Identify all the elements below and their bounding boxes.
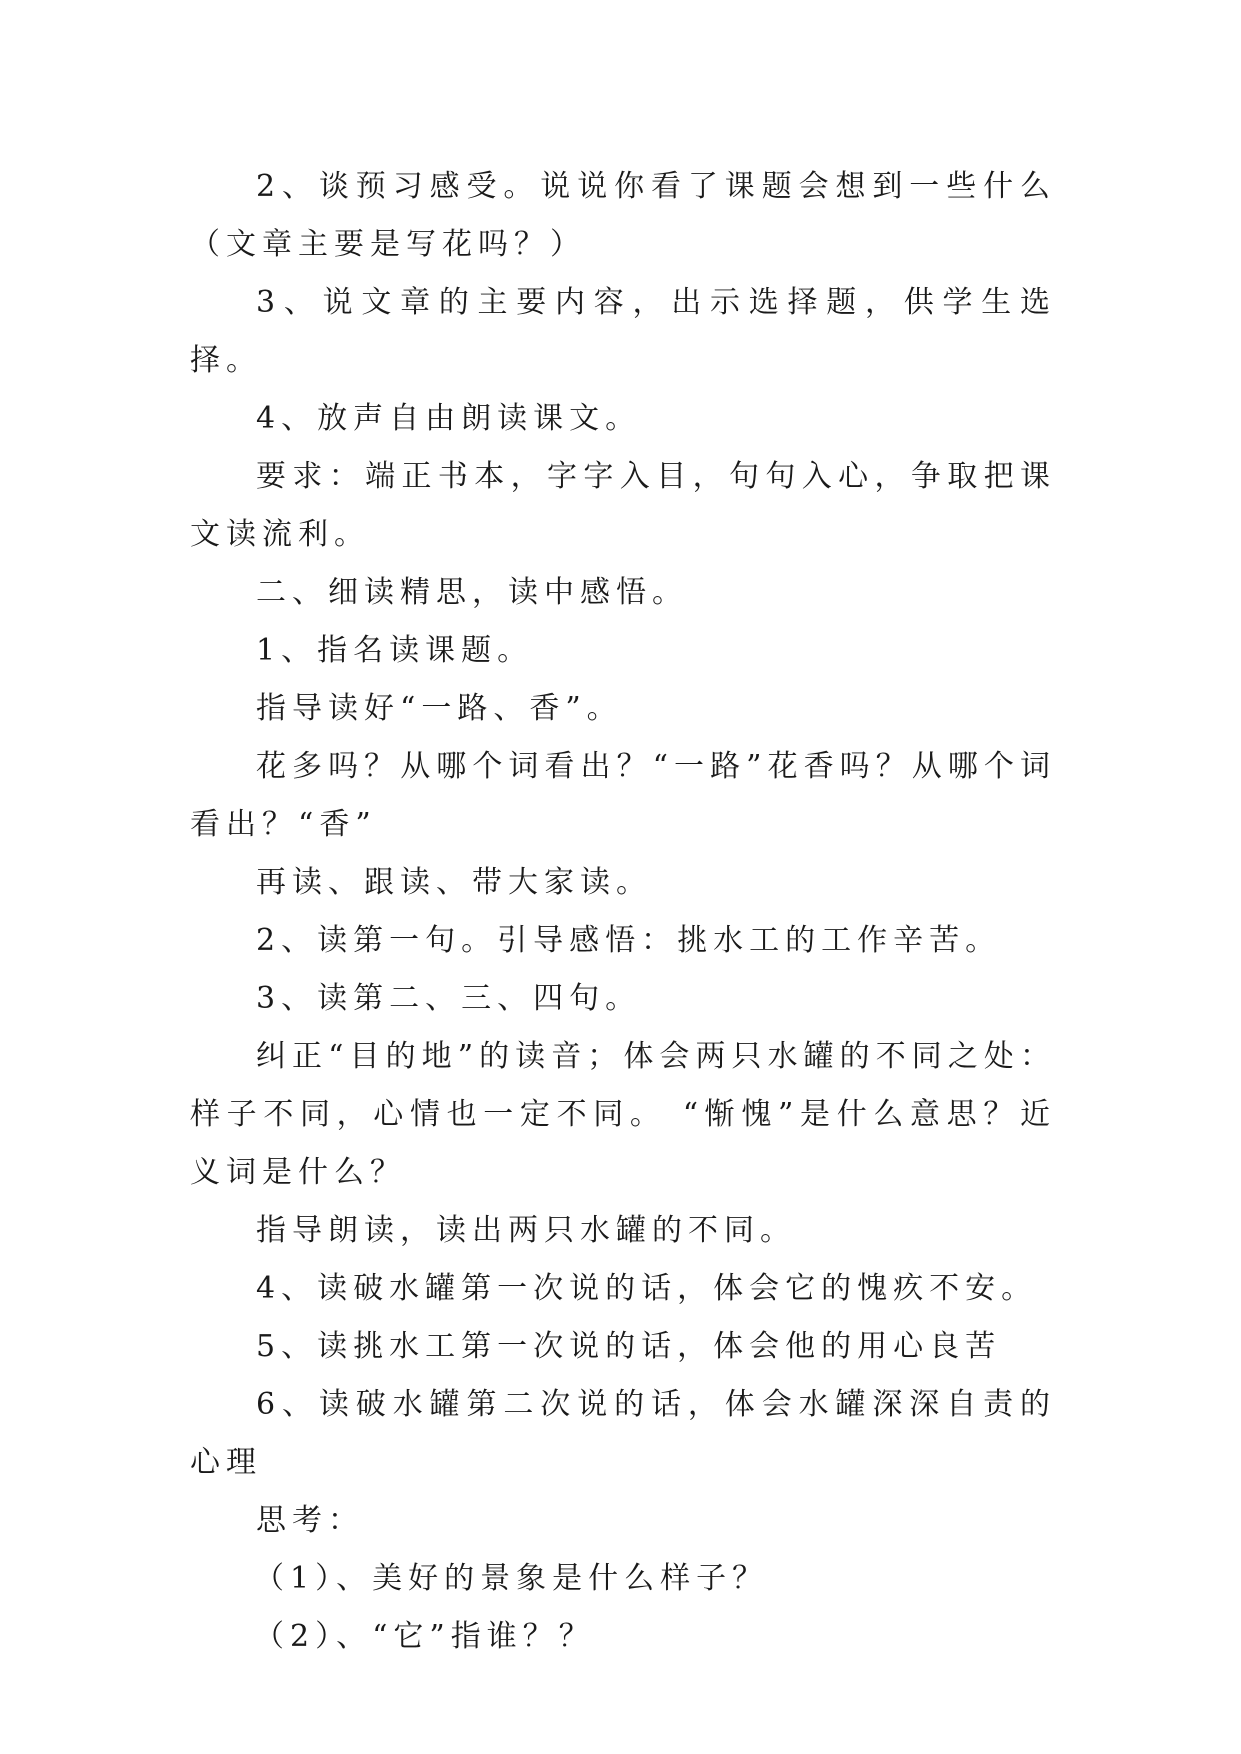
document-body	[190, 158, 1056, 1666]
paragraph: 要求：端正书本，字字入目，句句入心，争取把课文读流利。	[190, 459, 1056, 552]
question-item: （1）、美好的景象是什么样子？	[254, 1561, 769, 1596]
section-heading: 二、细读精思，读中感悟。	[256, 575, 688, 610]
paragraph: 再读、跟读、带大家读。	[256, 865, 652, 900]
paragraph: 4、读破水罐第一次说的话，体会它的愧疚不安。	[256, 1271, 1038, 1306]
question-item: （2）、“它”指谁？？	[254, 1619, 595, 1654]
paragraph: 2、谈预习感受。说说你看了课题会想到一些什么（文章主要是写花吗？）	[190, 169, 1056, 262]
paragraph: 4、放声自由朗读课文。	[256, 401, 642, 436]
paragraph: 纠正“目的地”的读音；体会两只水罐的不同之处：样子不同，心情也一定不同。 “惭愧”是什么意思？近义词是什么？	[190, 1039, 1056, 1190]
paragraph: 指导朗读，读出两只水罐的不同。	[256, 1213, 796, 1248]
paragraph: 3、说文章的主要内容，出示选择题，供学生选择。	[190, 285, 1056, 378]
paragraph: 指导读好“一路、香”。	[256, 691, 623, 726]
paragraph: 1、指名读课题。	[256, 633, 534, 668]
paragraph: 6、读破水罐第二次说的话，体会水罐深深自责的心理	[190, 1387, 1056, 1480]
paragraph: 思考：	[256, 1503, 364, 1538]
paragraph: 花多吗？从哪个词看出？“一路”花香吗？从哪个词看出？“香”	[190, 749, 1056, 842]
paragraph: 5、读挑水工第一次说的话，体会他的用心良苦	[256, 1329, 1002, 1364]
paragraph: 3、读第二、三、四句。	[256, 981, 642, 1016]
paragraph: 2、读第一句。引导感悟：挑水工的工作辛苦。	[256, 923, 1002, 958]
